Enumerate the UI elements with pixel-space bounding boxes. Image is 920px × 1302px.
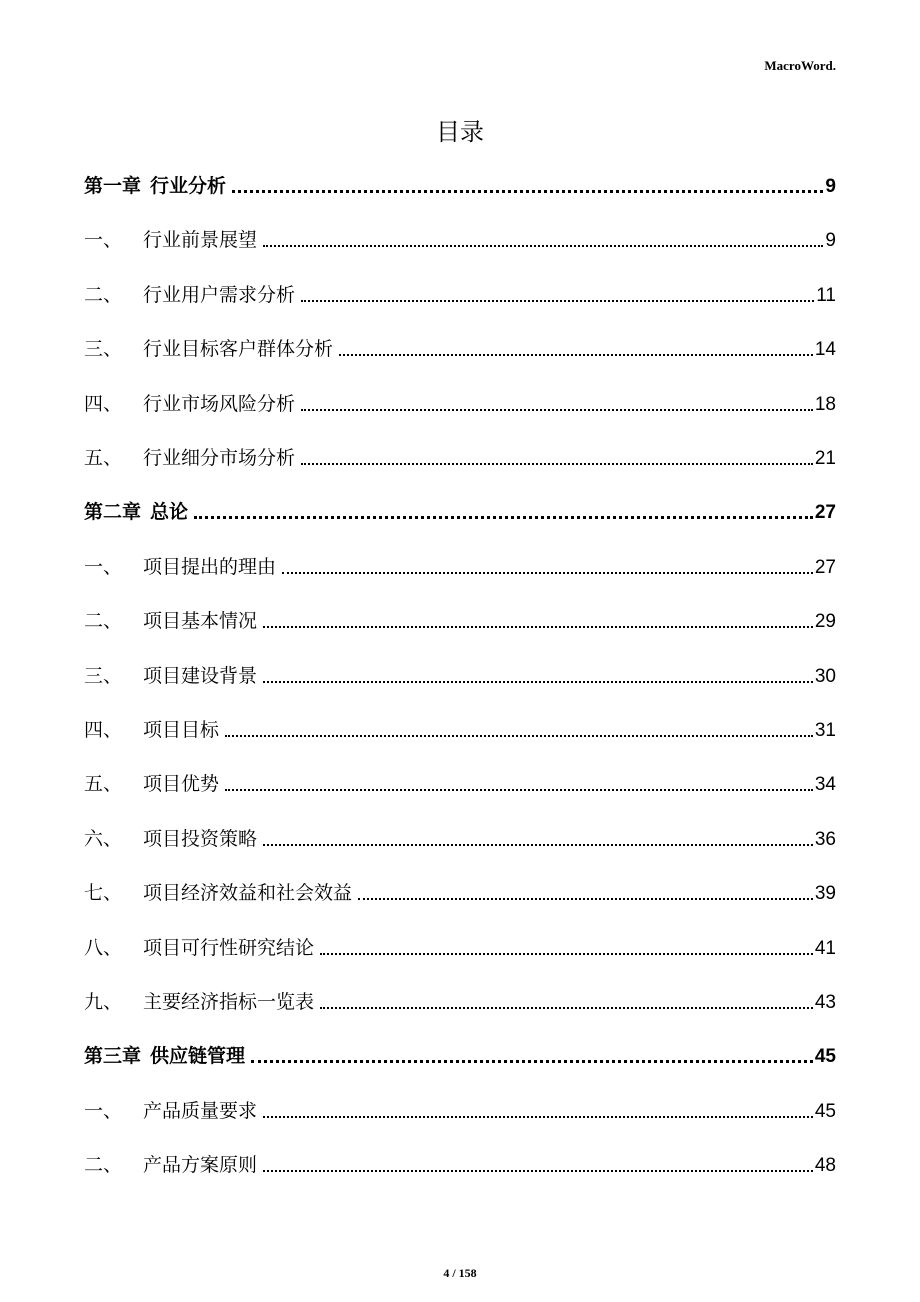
toc-section-entry[interactable] (84, 1147, 836, 1177)
toc-entry-number: 一、 (84, 229, 123, 252)
toc-entry-number: 九、 (84, 991, 123, 1013)
toc-entry-number: 第三章 (84, 1045, 142, 1068)
toc-entry-label: 行业用户需求分析 (143, 283, 296, 306)
toc-entry-number: 第一章 (84, 175, 142, 197)
toc-dot-leader (282, 572, 813, 574)
toc-dot-leader (225, 735, 813, 737)
toc-entry-label: 行业分析 (150, 175, 227, 197)
toc-entry-page-number: 9 (825, 230, 836, 252)
toc-entry-number: 二、 (84, 283, 123, 306)
toc-section-entry[interactable] (84, 331, 836, 361)
toc-section-entry[interactable] (84, 603, 836, 633)
toc-dot-leader (263, 245, 823, 247)
toc-section-entry[interactable] (84, 1093, 836, 1123)
toc-section-entry[interactable] (84, 930, 836, 960)
toc-entry-page-number: 39 (814, 883, 836, 905)
toc-section-entry[interactable] (84, 766, 836, 796)
header-brand: MacroWord. (764, 58, 836, 73)
toc-entry-number: 三、 (84, 664, 123, 687)
toc-section-entry[interactable] (84, 222, 836, 252)
toc-entry-label: 项目目标 (143, 719, 220, 741)
toc-dot-leader (232, 190, 823, 193)
toc-dot-leader (301, 409, 813, 411)
toc-entry-label: 行业市场风险分析 (143, 392, 296, 415)
toc-entry-page-number: 36 (814, 828, 836, 850)
toc-chapter-entry[interactable] (84, 168, 836, 198)
toc-entry-label: 项目基本情况 (143, 610, 258, 633)
toc-dot-leader (263, 1170, 813, 1172)
toc-entry-page-number: 27 (814, 502, 836, 524)
toc-entry-number: 八、 (84, 936, 123, 959)
toc-section-entry[interactable] (84, 658, 836, 688)
toc-dot-leader (263, 1116, 813, 1118)
toc-entry-page-number: 45 (814, 1100, 836, 1122)
toc-title: 目录 (436, 118, 484, 146)
toc-entry-page-number: 11 (816, 284, 836, 306)
toc-entry-label: 项目可行性研究结论 (143, 936, 315, 959)
toc-entry-number: 三、 (84, 338, 123, 361)
toc-entry-page-number: 41 (814, 937, 836, 959)
toc-entry-page-number: 45 (814, 1046, 836, 1068)
toc-entry-page-number: 27 (814, 556, 836, 578)
toc-entry-label: 总论 (150, 501, 189, 524)
toc-dot-leader (194, 516, 813, 519)
toc-dot-leader (320, 953, 813, 955)
toc-section-entry[interactable] (84, 821, 836, 851)
toc-dot-leader (320, 1007, 813, 1009)
toc-dot-leader (358, 898, 813, 900)
toc-dot-leader (339, 354, 813, 356)
toc-section-entry[interactable] (84, 549, 836, 579)
toc-dot-leader (225, 789, 813, 791)
toc-entry-label: 行业前景展望 (143, 229, 258, 252)
toc-entry-page-number: 18 (814, 393, 836, 415)
toc-entry-page-number: 30 (814, 665, 836, 687)
toc-entry-label: 项目投资策略 (143, 827, 258, 850)
toc-entry-number: 四、 (84, 719, 123, 741)
toc-entry-number: 五、 (84, 447, 123, 469)
toc-entry-page-number: 34 (814, 774, 836, 796)
toc-section-entry[interactable] (84, 875, 836, 905)
toc-entry-label: 主要经济指标一览表 (143, 991, 315, 1013)
toc-dot-leader (263, 626, 813, 628)
toc-section-entry[interactable] (84, 440, 836, 470)
toc-entry-number: 五、 (84, 773, 123, 796)
toc-entry-page-number: 48 (814, 1155, 836, 1177)
toc-dot-leader (263, 681, 813, 683)
toc-entry-label: 行业细分市场分析 (143, 447, 296, 469)
toc-entry-number: 七、 (84, 882, 123, 905)
toc-section-entry[interactable] (84, 277, 836, 307)
toc-entry-label: 项目优势 (143, 773, 220, 796)
toc-entry-page-number: 14 (814, 339, 836, 361)
toc-entry-number: 一、 (84, 555, 123, 578)
toc-section-entry[interactable] (84, 712, 836, 742)
toc-entry-label: 产品方案原则 (143, 1154, 258, 1177)
toc-entry-label: 项目提出的理由 (143, 555, 277, 578)
toc-entry-label: 项目建设背景 (143, 664, 258, 687)
toc-entry-page-number: 21 (814, 448, 836, 469)
toc-entry-label: 项目经济效益和社会效益 (143, 882, 353, 905)
toc-chapter-entry[interactable] (84, 494, 836, 524)
toc-section-entry[interactable] (84, 984, 836, 1014)
toc-entry-page-number: 29 (814, 611, 836, 633)
toc-entry-number: 第二章 (84, 501, 142, 524)
toc-entry-number: 二、 (84, 1154, 123, 1177)
toc-entry-label: 产品质量要求 (143, 1099, 258, 1122)
toc-dot-leader (263, 844, 813, 846)
toc-entry-label: 供应链管理 (150, 1045, 246, 1068)
toc-entry-page-number: 31 (814, 720, 836, 741)
toc-entry-number: 六、 (84, 827, 123, 850)
toc-section-entry[interactable] (84, 386, 836, 416)
toc-dot-leader (251, 1060, 813, 1063)
toc-dot-leader (301, 300, 814, 302)
toc-entry-page-number: 9 (825, 176, 836, 197)
toc-chapter-entry[interactable] (84, 1038, 836, 1068)
toc-entry-number: 二、 (84, 610, 123, 633)
toc-entry-number: 一、 (84, 1099, 123, 1122)
toc-entry-page-number: 43 (814, 992, 836, 1013)
toc-entry-label: 行业目标客户群体分析 (143, 338, 334, 361)
toc-entry-number: 四、 (84, 392, 123, 415)
page-indicator: 4 / 158 (443, 1266, 477, 1280)
toc-dot-leader (301, 463, 813, 465)
